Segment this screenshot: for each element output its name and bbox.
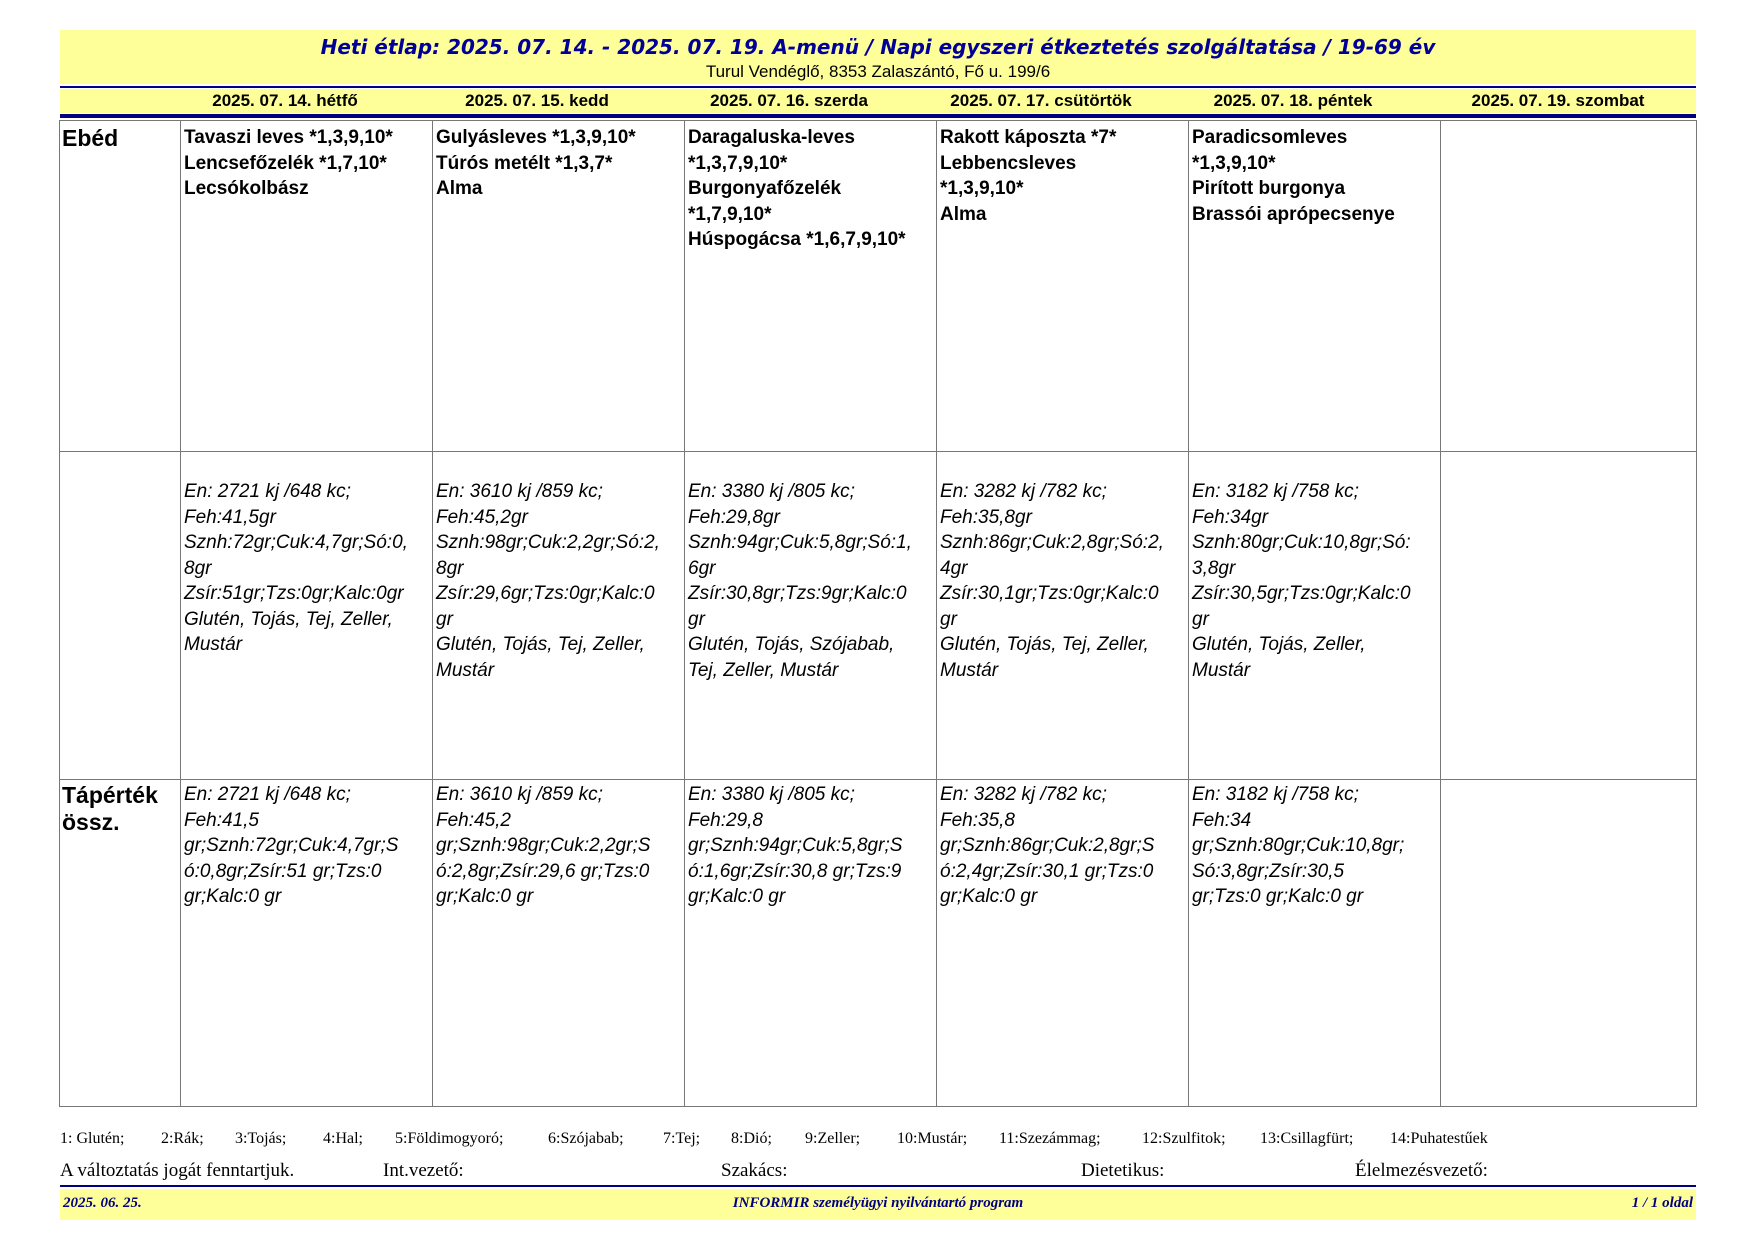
footer-program-name: INFORMIR személyügyi nyilvántartó program xyxy=(732,1195,1024,1211)
allergen-legend-item: 11:Szezámmag; xyxy=(999,1130,1101,1147)
nutrition-cell-monday: En: 2721 kj /648 kc; Feh:41,5gr Sznh:72gr;Cuk:4,7gr;Só:0, 8gr Zsír:51gr;Tzs:0gr;Kalc:0gr Glutén, Tojás, Tej, Zeller, Mustár xyxy=(184,481,408,655)
total-cell-monday: En: 2721 kj /648 kc; Feh:41,5 gr;Sznh:72gr;Cuk:4,7gr;S ó:0,8gr;Zsír:51 gr;Tzs:0 gr;Kalc:0 gr xyxy=(184,784,399,907)
day-header-saturday: 2025. 07. 19. szombat xyxy=(1471,91,1645,110)
header-rule xyxy=(60,86,1696,88)
allergen-legend-item: 14:Puhatestűek xyxy=(1390,1130,1488,1147)
footer-page-number: 1 / 1 oldal xyxy=(1631,1195,1693,1211)
day-header-friday: 2025. 07. 18. péntek xyxy=(1213,91,1373,110)
director-signature-label: Int.vezető: xyxy=(383,1160,464,1181)
catering-manager-signature-label: Élelmezésvezető: xyxy=(1355,1160,1488,1181)
allergen-legend-item: 8:Dió; xyxy=(731,1130,772,1147)
allergen-legend-item: 9:Zeller; xyxy=(805,1130,861,1147)
day-header-thursday: 2025. 07. 17. csütörtök xyxy=(950,91,1132,110)
menu-table xyxy=(59,120,1697,1107)
grid-line xyxy=(60,779,1696,780)
allergen-legend-item: 7:Tej; xyxy=(663,1130,701,1147)
total-cell-wednesday: En: 3380 kj /805 kc; Feh:29,8 gr;Sznh:94gr;Cuk:5,8gr;S ó:1,6gr;Zsír:30,8 gr;Tzs:9 gr;Kalc:0 gr xyxy=(688,784,903,907)
lunch-cell-tuesday: Gulyásleves *1,3,9,10* Túrós metélt *1,3,7* Alma xyxy=(436,127,636,199)
day-header-row xyxy=(60,89,1696,113)
row-label-nutrition-total: Tápérték össz. xyxy=(62,782,158,835)
allergen-legend-item: 3:Tojás; xyxy=(235,1130,287,1147)
allergen-legend-item: 10:Mustár; xyxy=(897,1130,968,1147)
allergen-legend-item: 5:Földimogyoró; xyxy=(395,1130,504,1147)
disclaimer-text: A változtatás jogát fenntartjuk. xyxy=(60,1160,295,1181)
day-header-wednesday: 2025. 07. 16. szerda xyxy=(710,91,868,110)
lunch-cell-friday: Paradicsomleves *1,3,9,10* Pirított burgonya Brassói aprópecsenye xyxy=(1192,127,1395,225)
grid-line xyxy=(1440,121,1441,1106)
lunch-cell-wednesday: Daragaluska-leves *1,3,7,9,10* Burgonyafőzelék *1,7,9,10* Húspogácsa *1,6,7,9,10* xyxy=(688,127,906,250)
page-title: Heti étlap: 2025. 07. 14. - 2025. 07. 19. A-menü / Napi egyszeri étkeztetés szolgáltatása / 19-69 év xyxy=(320,35,1436,59)
footer-band xyxy=(60,1189,1696,1220)
allergen-legend-item: 6:Szójabab; xyxy=(548,1130,624,1147)
lunch-cell-monday: Tavaszi leves *1,3,9,10* Lencsefőzelék *1,7,10* Lecsókolbász xyxy=(184,127,393,199)
header-band xyxy=(60,30,1696,84)
dietitian-signature-label: Dietetikus: xyxy=(1081,1160,1165,1181)
venue-address: Turul Vendéglő, 8353 Zalaszántó, Fő u. 199/6 xyxy=(705,62,1051,81)
lunch-cell-thursday: Rakott káposzta *7* Lebbencsleves *1,3,9,10* Alma xyxy=(940,127,1117,225)
nutrition-cell-thursday: En: 3282 kj /782 kc; Feh:35,8gr Sznh:86gr;Cuk:2,8gr;Só:2, 4gr Zsír:30,1gr;Tzs:0gr;Kalc:0 gr Glutén, Tojás, Tej, Zeller, Mustár xyxy=(940,481,1164,681)
day-header-tuesday: 2025. 07. 15. kedd xyxy=(465,91,609,110)
grid-line xyxy=(60,451,1696,452)
total-cell-thursday: En: 3282 kj /782 kc; Feh:35,8 gr;Sznh:86gr;Cuk:2,8gr;S ó:2,4gr;Zsír:30,1 gr;Tzs:0 gr;Kalc:0 gr xyxy=(940,784,1155,907)
allergen-legend-item: 12:Szulfitok; xyxy=(1142,1130,1226,1147)
footer-date: 2025. 06. 25. xyxy=(63,1195,142,1211)
nutrition-cell-friday: En: 3182 kj /758 kc; Feh:34gr Sznh:80gr;Cuk:10,8gr;Só: 3,8gr Zsír:30,5gr;Tzs:0gr;Kalc:0 gr Glutén, Tojás, Zeller, Mustár xyxy=(1192,481,1411,681)
nutrition-cell-tuesday: En: 3610 kj /859 kc; Feh:45,2gr Sznh:98gr;Cuk:2,2gr;Só:2, 8gr Zsír:29,6gr;Tzs:0gr;Kalc:0 gr Glutén, Tojás, Tej, Zeller, Mustár xyxy=(436,481,660,681)
footer-rule xyxy=(60,1185,1696,1187)
allergen-legend-item: 13:Csillagfürt; xyxy=(1260,1130,1354,1147)
allergen-legend xyxy=(60,1130,1700,1152)
chef-signature-label: Szakács: xyxy=(721,1160,788,1181)
nutrition-cell-wednesday: En: 3380 kj /805 kc; Feh:29,8gr Sznh:94gr;Cuk:5,8gr;Só:1, 6gr Zsír:30,8gr;Tzs:9gr;Kalc:0 gr Glutén, Tojás, Szójabab, Tej, Zeller, Mustár xyxy=(688,481,912,681)
total-cell-tuesday: En: 3610 kj /859 kc; Feh:45,2 gr;Sznh:98gr;Cuk:2,2gr;S ó:2,8gr;Zsír:29,6 gr;Tzs:0 gr;Kalc:0 gr xyxy=(436,784,651,907)
day-header-rule xyxy=(60,114,1696,118)
allergen-legend-item: 2:Rák; xyxy=(161,1130,204,1147)
day-header-monday: 2025. 07. 14. hétfő xyxy=(212,91,358,110)
allergen-legend-item: 4:Hal; xyxy=(323,1130,363,1147)
signature-row xyxy=(60,1160,1700,1184)
row-label-lunch: Ebéd xyxy=(62,125,119,151)
allergen-legend-item: 1: Glutén; xyxy=(60,1130,125,1147)
total-cell-friday: En: 3182 kj /758 kc; Feh:34 gr;Sznh:80gr;Cuk:10,8gr; Só:3,8gr;Zsír:30,5 gr;Tzs:0 gr;Kalc:0 gr xyxy=(1192,784,1405,907)
